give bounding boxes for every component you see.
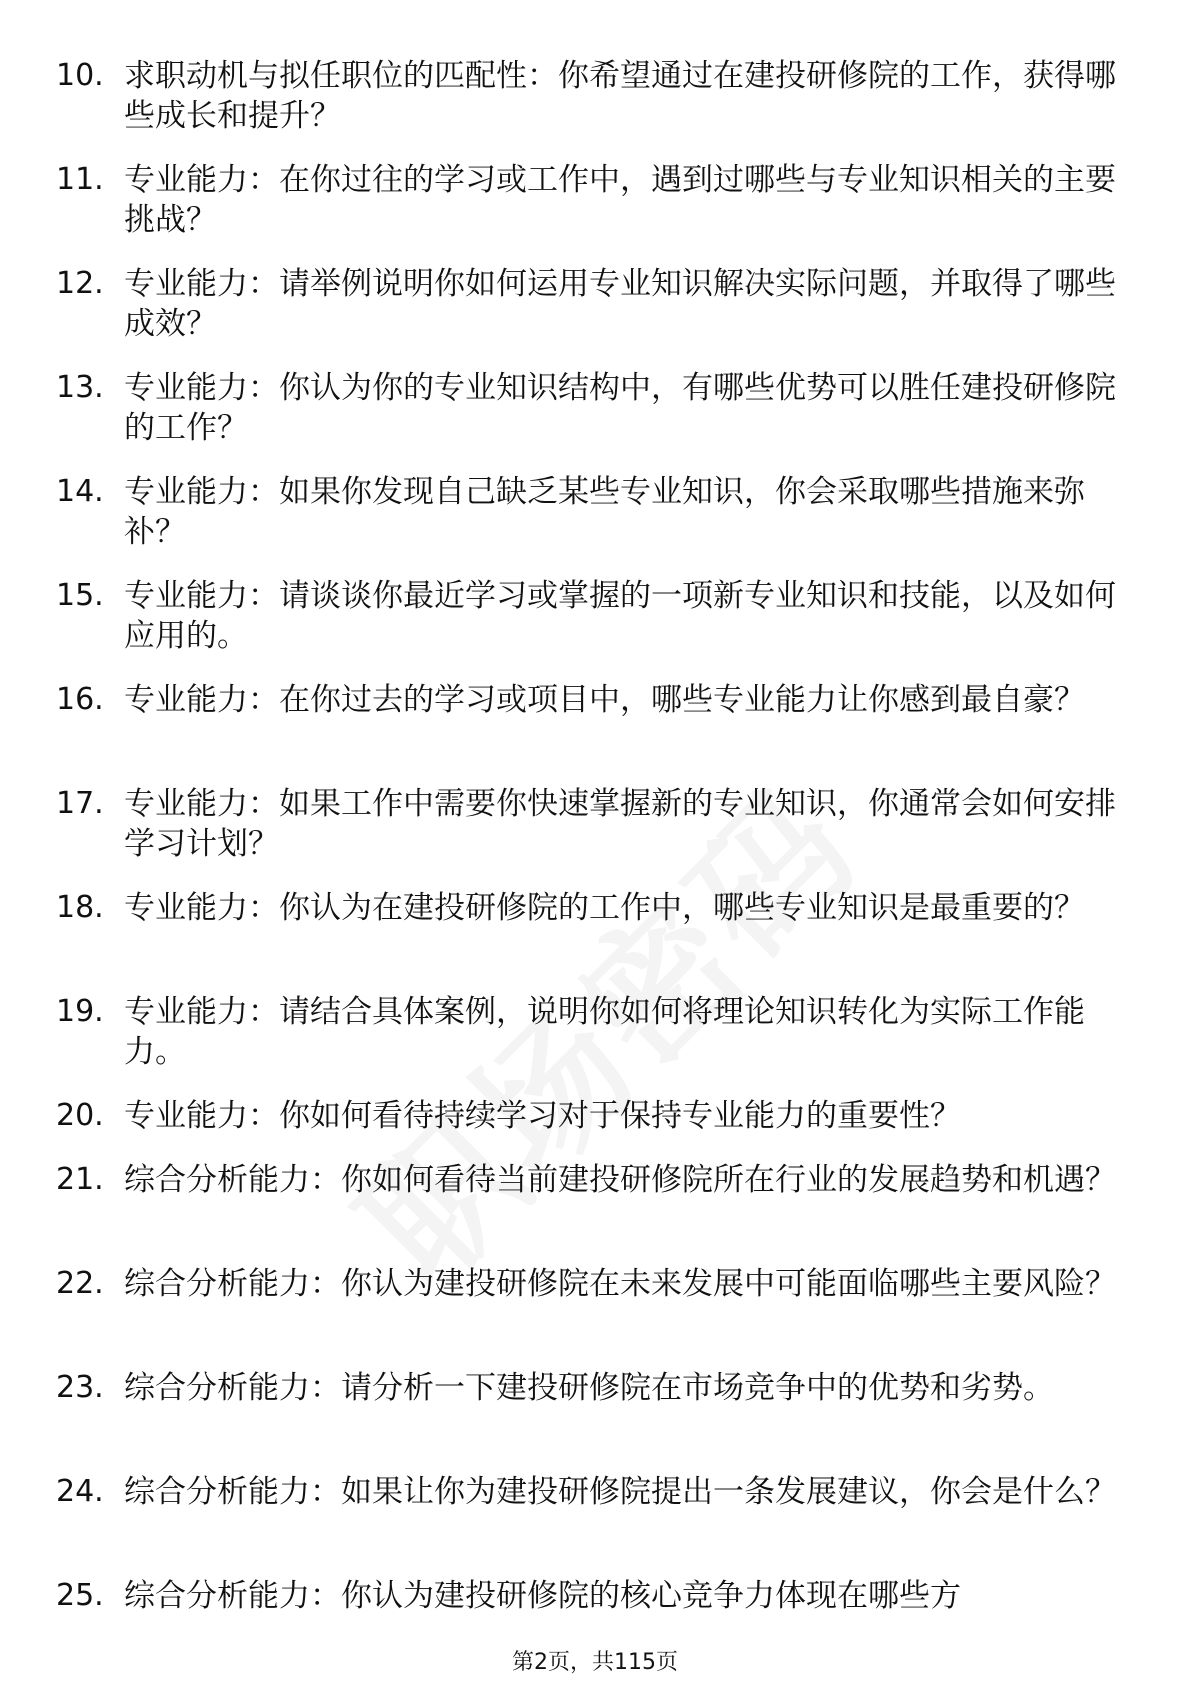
list-item [0, 576, 1190, 680]
list-item [0, 1160, 1190, 1264]
item-text: 专业能力：在你过去的学习或项目中，哪些专业能力让你感到最自豪？ [124, 682, 1085, 718]
item-number: 19. [56, 994, 104, 1029]
item-text: 专业能力：在你过往的学习或工作中，遇到过哪些与专业知识相关的主要挑战？ [124, 162, 1116, 238]
list-item [0, 1472, 1190, 1576]
item-number: 14. [56, 474, 104, 509]
item-text: 专业能力：如果工作中需要你快速掌握新的专业知识，你通常会如何安排学习计划？ [124, 786, 1116, 862]
list-item [0, 160, 1190, 264]
list-item [0, 888, 1190, 992]
item-text: 求职动机与拟任职位的匹配性：你希望通过在建投研修院的工作，获得哪些成长和提升？ [124, 58, 1116, 134]
list-item [0, 992, 1190, 1096]
list-item [0, 1368, 1190, 1472]
list-item [0, 368, 1190, 472]
item-number: 13. [56, 370, 104, 405]
item-number: 17. [56, 786, 104, 821]
list-item [0, 1264, 1190, 1368]
page-footer: 第2页，共115页 [512, 1650, 678, 1675]
item-text: 综合分析能力：请分析一下建投研修院在市场竞争中的优势和劣势。 [124, 1370, 1054, 1406]
list-item [0, 1576, 1190, 1626]
item-text: 综合分析能力：如果让你为建投研修院提出一条发展建议，你会是什么？ [124, 1474, 1116, 1510]
item-text: 综合分析能力：你认为建投研修院在未来发展中可能面临哪些主要风险？ [124, 1266, 1116, 1302]
item-number: 21. [56, 1162, 104, 1197]
item-number: 25. [56, 1578, 104, 1613]
item-text: 专业能力：请结合具体案例，说明你如何将理论知识转化为实际工作能力。 [124, 994, 1085, 1070]
item-number: 23. [56, 1370, 104, 1405]
item-text: 专业能力：请谈谈你最近学习或掌握的一项新专业知识和技能，以及如何应用的。 [124, 578, 1116, 654]
item-number: 10. [56, 58, 104, 93]
list-item [0, 1096, 1190, 1160]
item-number: 11. [56, 162, 104, 197]
item-text: 专业能力：请举例说明你如何运用专业知识解决实际问题，并取得了哪些成效？ [124, 266, 1116, 342]
list-item [0, 680, 1190, 784]
list-item [0, 56, 1190, 160]
item-number: 20. [56, 1098, 104, 1133]
item-text: 专业能力：你如何看待持续学习对于保持专业能力的重要性？ [124, 1098, 961, 1134]
item-number: 22. [56, 1266, 104, 1301]
item-number: 18. [56, 890, 104, 925]
list-item [0, 784, 1190, 888]
list-item [0, 472, 1190, 576]
item-text: 综合分析能力：你认为建投研修院的核心竞争力体现在哪些方 [124, 1578, 961, 1614]
item-number: 16. [56, 682, 104, 717]
list-item [0, 264, 1190, 368]
item-number: 12. [56, 266, 104, 301]
item-text: 综合分析能力：你如何看待当前建投研修院所在行业的发展趋势和机遇？ [124, 1162, 1116, 1198]
item-number: 24. [56, 1474, 104, 1509]
item-number: 15. [56, 578, 104, 613]
item-text: 专业能力：你认为你的专业知识结构中，有哪些优势可以胜任建投研修院的工作？ [124, 370, 1116, 446]
item-text: 专业能力：如果你发现自己缺乏某些专业知识，你会采取哪些措施来弥补？ [124, 474, 1085, 550]
question-list [0, 56, 1190, 1626]
item-text: 专业能力：你认为在建投研修院的工作中，哪些专业知识是最重要的？ [124, 890, 1085, 926]
